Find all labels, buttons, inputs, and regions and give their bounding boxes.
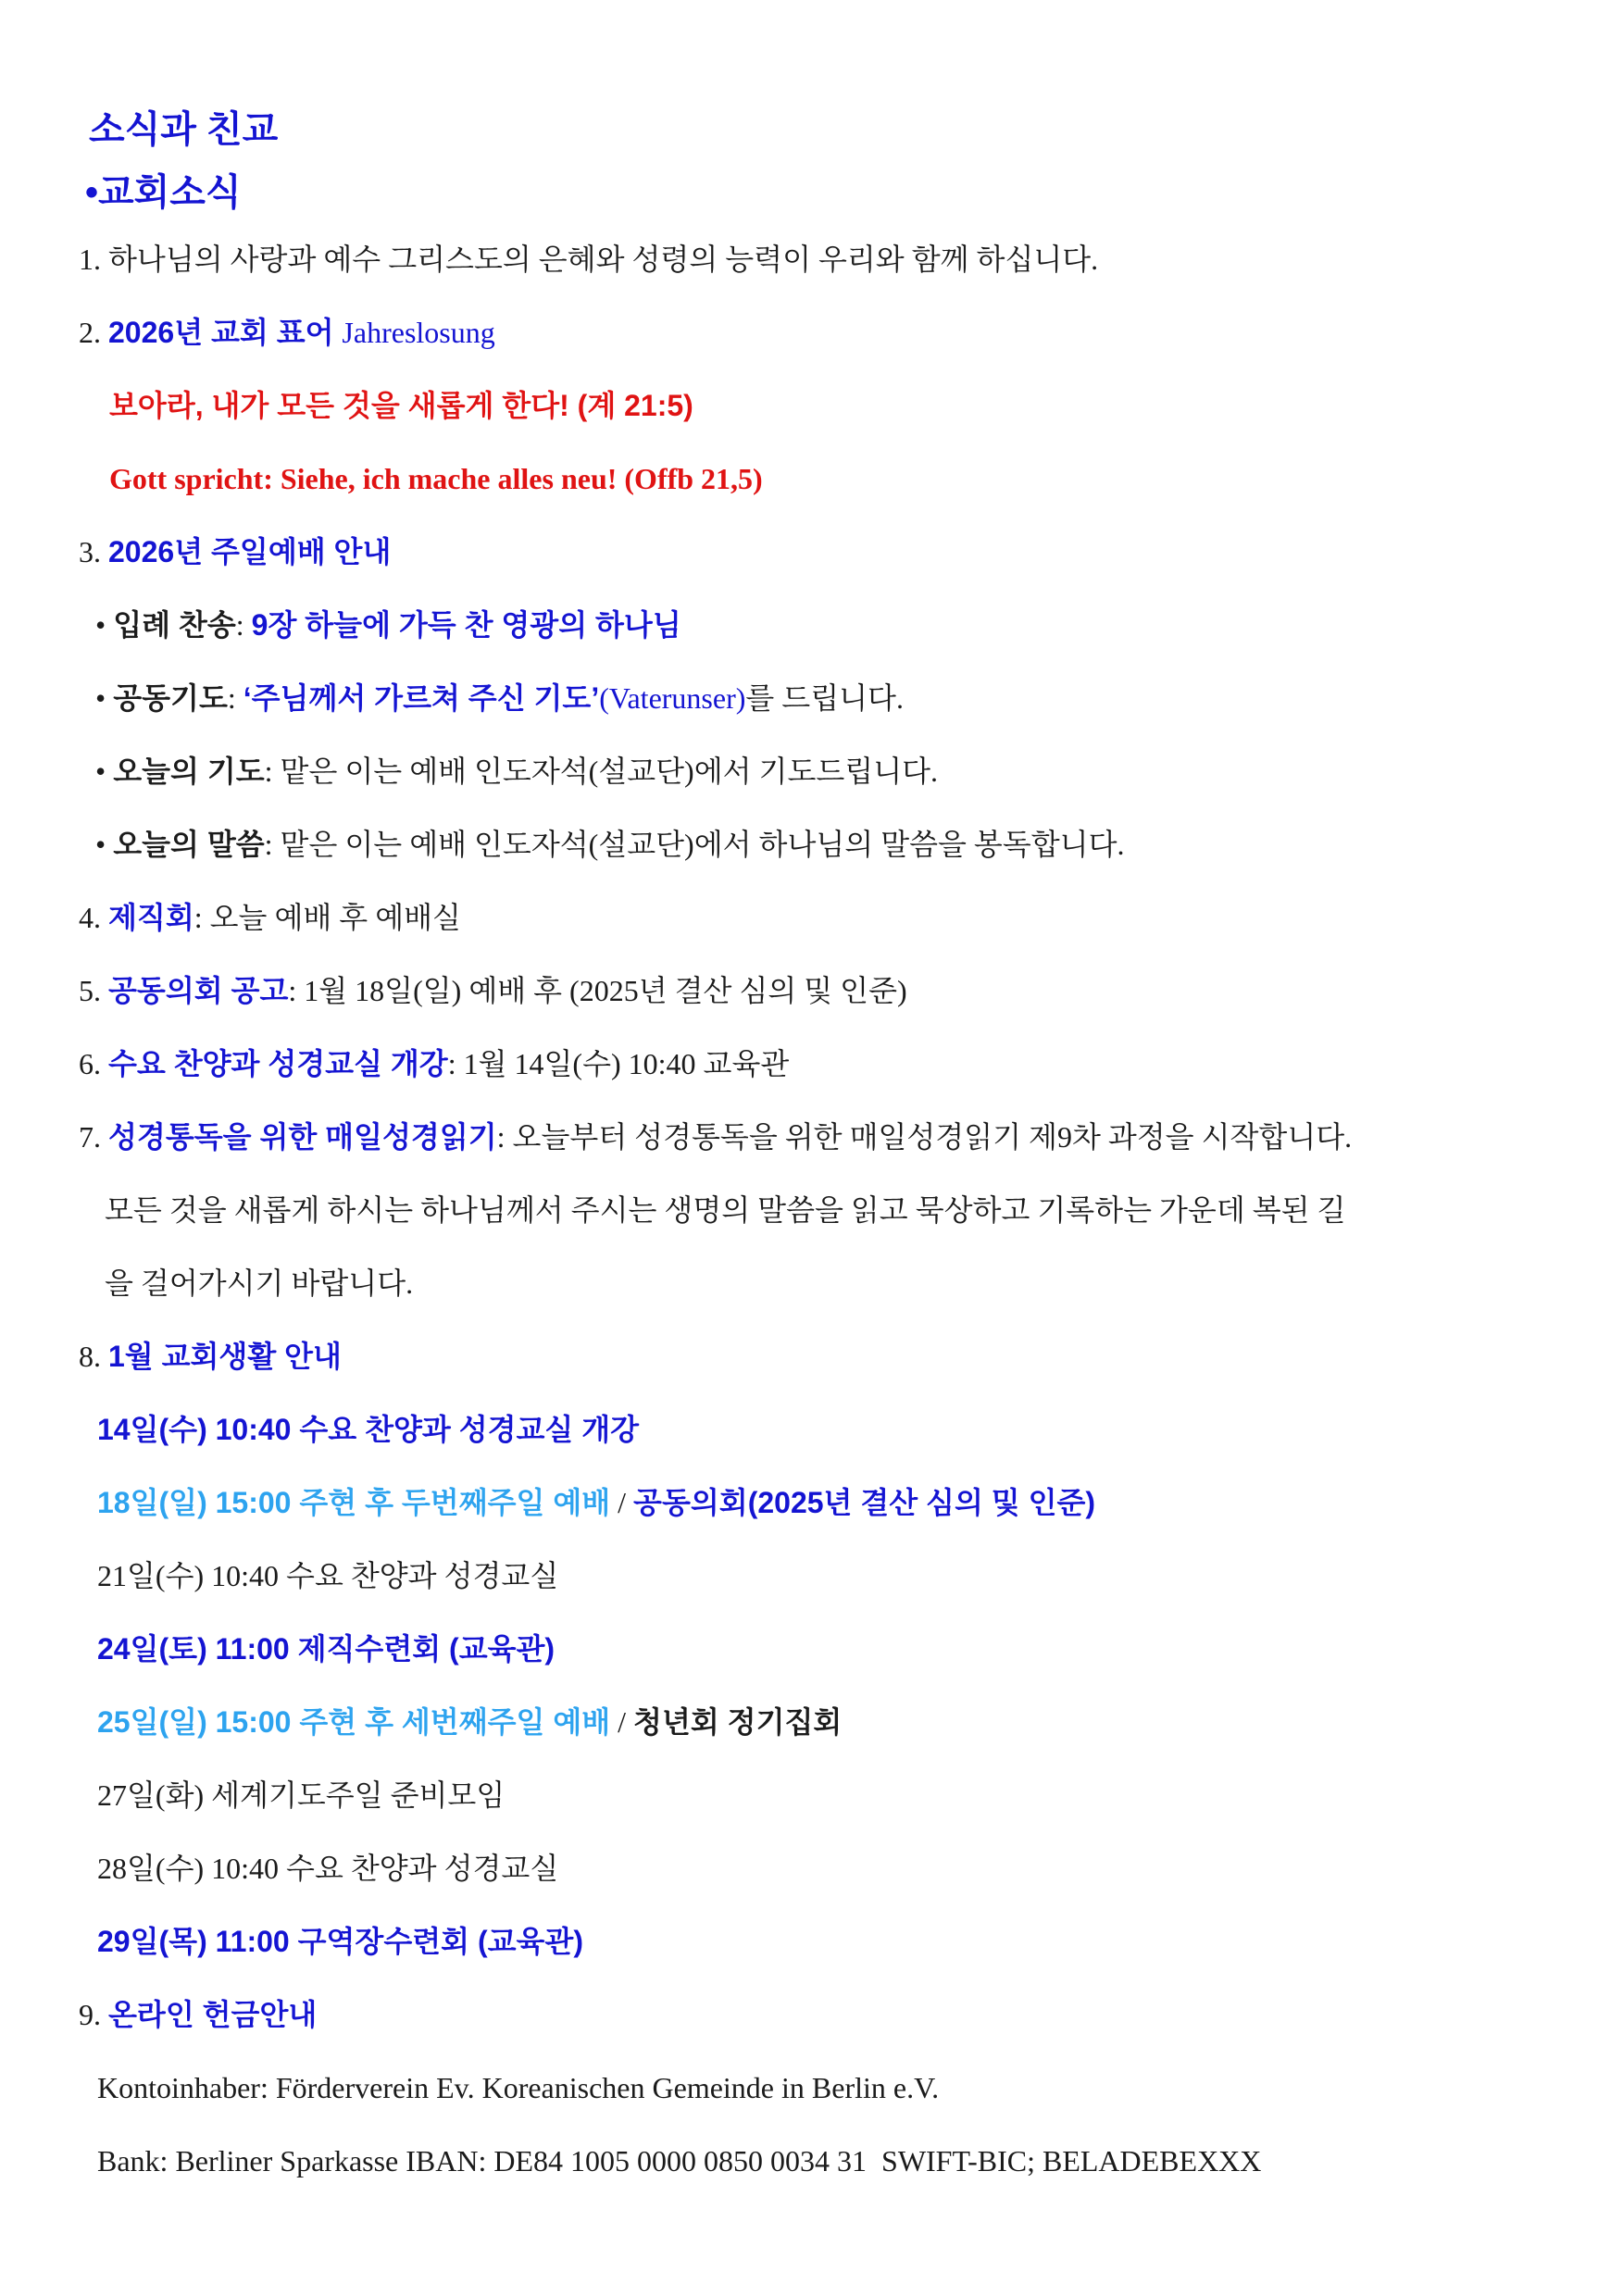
text-segment: 하나님의 사랑과 예수 그리스도의 은혜와 성령의 능력이 우리와 함께 하십니다. [108, 243, 1099, 276]
text-segment: 맡은 이는 예배 인도자석(설교단)에서 하나님의 말씀을 봉독합니다. [280, 828, 1125, 861]
text-segment: 8. [79, 1340, 108, 1373]
text-segment: 모든 것을 새롭게 하시는 하나님께서 주시는 생명의 말씀을 읽고 묵상하고 기록하는 가운데 복된 길 [105, 1193, 1346, 1227]
text-segment: • [95, 828, 114, 861]
text-segment: : 오늘 예배 후 예배실 [194, 901, 461, 934]
document-line [0, 589, 1623, 662]
text-segment: : 1월 14일(수) 10:40 교육관 [447, 1047, 790, 1080]
document-line [0, 662, 1623, 735]
text-segment: 1. [79, 243, 108, 276]
text-segment: 2026년 교회 표어 [108, 316, 343, 349]
text-segment: 을 걸어가시기 바랍니다. [105, 1267, 414, 1300]
document-line [0, 1101, 1623, 1174]
text-segment: 를 드립니다. [745, 681, 904, 715]
document-line [0, 1686, 1623, 1759]
document-line [0, 955, 1623, 1028]
document-line [0, 1028, 1623, 1101]
text-segment: 14일(수) 10:40 수요 찬양과 성경교실 개강 [97, 1413, 640, 1446]
text-segment: : [264, 828, 281, 861]
text-segment: : [227, 681, 243, 715]
text-segment: 28일(수) 10:40 수요 찬양과 성경교실 [97, 1852, 559, 1885]
document-line [0, 2052, 1623, 2125]
text-segment: 성경통독을 위한 매일성경읽기 [108, 1120, 497, 1154]
text-segment: 3. [79, 535, 108, 568]
text-segment: : [235, 608, 252, 642]
page-title: 소식과 친교 [89, 109, 279, 150]
text-segment: 수요 찬양과 성경교실 개강 [108, 1047, 448, 1080]
text-segment: • [95, 608, 114, 642]
text-segment: Bank: Berliner Sparkasse IBAN: DE84 1005 0000 0850 0034 31 SWIFT-BIC; BELADEBEXXX [97, 2144, 1262, 2177]
text-segment: 24일(토) 11:00 제직수련회 (교육관) [97, 1632, 556, 1666]
text-segment: 2. [79, 316, 108, 349]
text-segment: 공동의회 공고 [108, 974, 289, 1007]
text-segment: 공동의회(2025년 결산 심의 및 인준) [633, 1486, 1096, 1519]
text-segment: • [95, 681, 114, 715]
text-segment: • [95, 755, 114, 788]
text-segment: / [610, 1486, 634, 1519]
text-segment: : [264, 755, 281, 788]
text-segment: 공동기도 [113, 681, 228, 715]
document-line [0, 881, 1623, 955]
text-segment: 제직회 [108, 901, 194, 934]
text-segment: Gott spricht: Siehe, ich mache alles neu! (Offb 21,5) [109, 462, 763, 495]
document-lines [0, 223, 1623, 2198]
text-segment: (Vaterunser) [599, 681, 746, 715]
text-segment: 온라인 헌금안내 [108, 1998, 318, 2031]
text-segment: : 오늘부터 성경통독을 위한 매일성경읽기 제9차 과정을 시작합니다. [496, 1120, 1353, 1154]
document-line [0, 369, 1623, 443]
text-segment: 18일(일) 15:00 주현 후 두번째주일 예배 [97, 1486, 611, 1519]
text-segment: 21일(수) 10:40 수요 찬양과 성경교실 [97, 1559, 559, 1592]
text-segment: 25일(일) 15:00 주현 후 세번째주일 예배 [97, 1705, 611, 1739]
document-line [0, 1320, 1623, 1393]
text-segment: 9. [79, 1998, 108, 2031]
text-segment: 오늘의 말씀 [113, 828, 265, 861]
document-line [0, 1174, 1623, 1247]
text-segment: 29일(목) 11:00 구역장수련회 (교육관) [97, 1925, 584, 1958]
document-line [0, 516, 1623, 589]
document-line [0, 223, 1623, 296]
document-line [0, 1613, 1623, 1686]
text-segment: 4. [79, 901, 108, 934]
text-segment: : 1월 18일(일) 예배 후 (2025년 결산 심의 및 인준) [288, 974, 907, 1007]
document-line [0, 1540, 1623, 1613]
document-line [0, 443, 1623, 516]
section-heading-church-news: •교회소식 [85, 172, 242, 213]
text-segment: 오늘의 기도 [113, 755, 265, 788]
document-line [0, 1466, 1623, 1540]
text-segment: 청년회 정기집회 [633, 1705, 843, 1739]
document-line [0, 1978, 1623, 2052]
text-segment: 5. [79, 974, 108, 1007]
document-line [0, 735, 1623, 808]
text-segment: 2026년 주일예배 안내 [108, 535, 392, 568]
document-line [0, 2125, 1623, 2198]
text-segment: 1월 교회생활 안내 [108, 1340, 342, 1373]
text-segment: 6. [79, 1047, 108, 1080]
text-segment: Kontoinhaber: Förderverein Ev. Koreanischen Gemeinde in Berlin e.V. [97, 2071, 940, 2104]
document-line [0, 1393, 1623, 1466]
text-segment: Jahreslosung [342, 316, 495, 349]
document-line [0, 1247, 1623, 1320]
text-segment: 27일(화) 세계기도주일 준비모임 [97, 1778, 506, 1812]
text-segment: 맡은 이는 예배 인도자석(설교단)에서 기도드립니다. [280, 755, 939, 788]
text-segment: 입례 찬송 [113, 608, 236, 642]
text-segment: ‘주님께서 가르쳐 주신 기도’ [243, 681, 600, 715]
text-segment: 보아라, 내가 모든 것을 새롭게 한다! (계 21:5) [109, 389, 693, 422]
document-line [0, 1759, 1623, 1832]
document-line [0, 808, 1623, 881]
document-line [0, 1832, 1623, 1905]
text-segment: / [610, 1705, 634, 1739]
text-segment: 9장 하늘에 가득 찬 영광의 하나님 [251, 608, 681, 642]
document-line [0, 1905, 1623, 1978]
document-line [0, 296, 1623, 369]
text-segment: 7. [79, 1120, 108, 1154]
